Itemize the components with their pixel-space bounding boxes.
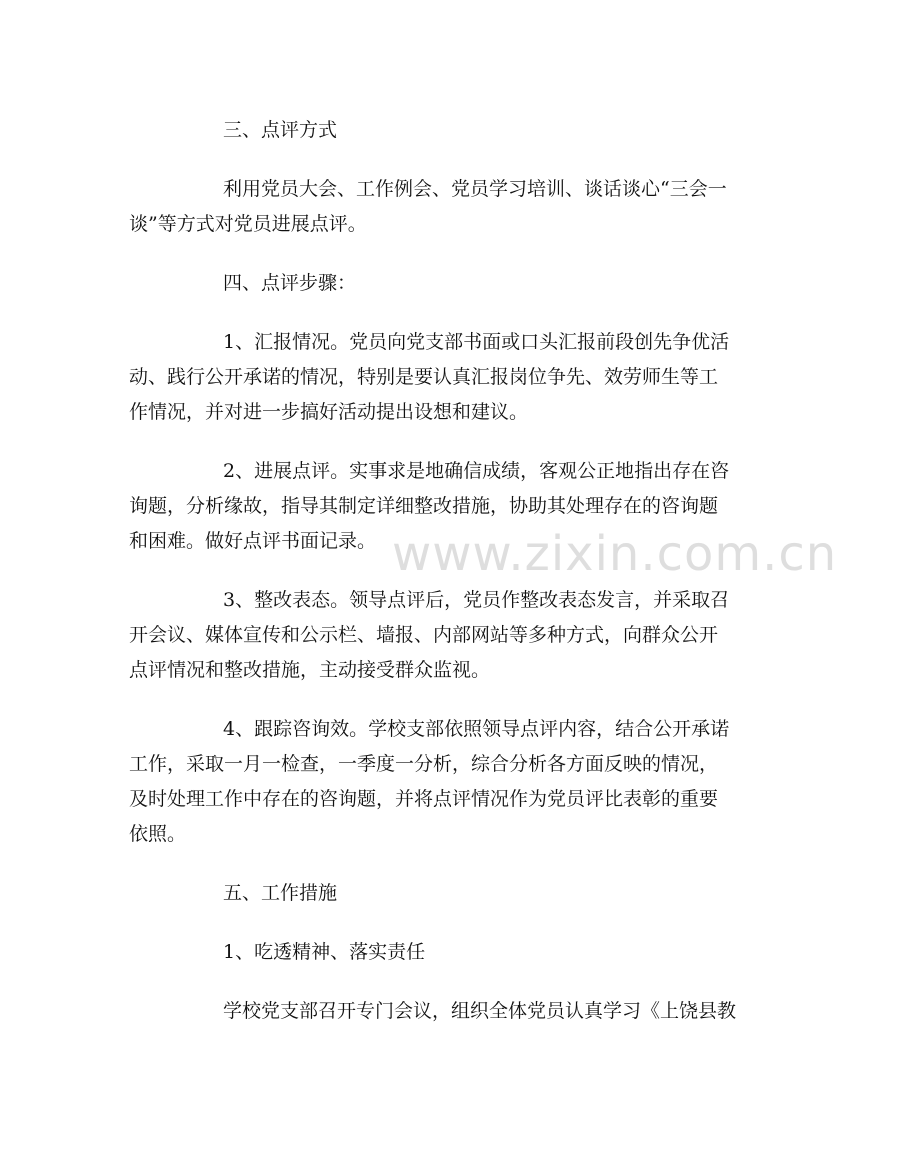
text-line: 点评情况和整改措施，主动接受群众监视。 bbox=[129, 659, 491, 681]
paragraph bbox=[129, 266, 791, 301]
text-line: 1、汇报情况。党员向党支部书面或口头汇报前段创先争优活 bbox=[223, 331, 730, 353]
text-line: 4、跟踪咨询效。学校支部依照领导点评内容，结合公开承诺 bbox=[223, 718, 730, 740]
text-line: 和困难。做好点评书面记录。 bbox=[129, 530, 377, 552]
watermark: www.zixin.com.cn bbox=[392, 526, 838, 582]
text-line: 动、践行公开承诺的情况，特别是要认真汇报岗位争先、效劳师生等工 bbox=[129, 366, 719, 388]
paragraph bbox=[129, 454, 791, 559]
text-line: 依照。 bbox=[129, 823, 187, 845]
text-line: 3、整改表态。领导点评后，党员作整改表态发言，并采取召 bbox=[223, 589, 730, 611]
text-line: 三、点评方式 bbox=[223, 119, 338, 141]
document-body bbox=[129, 113, 791, 1029]
text-line: 谈”等方式对党员进展点评。 bbox=[129, 213, 367, 235]
text-line: 四、点评步骤： bbox=[223, 272, 357, 294]
text-line: 工作，采取一月一检查，一季度一分析，综合分析各方面反映的情况， bbox=[129, 753, 719, 775]
paragraph bbox=[129, 994, 791, 1029]
text-line: 开会议、媒体宣传和公示栏、墙报、内部网站等多种方式，向群众公开 bbox=[129, 624, 719, 646]
text-line: 作情况，并对进一步搞好活动提出设想和建议。 bbox=[129, 401, 529, 423]
paragraph bbox=[129, 172, 791, 242]
text-line: 五、工作措施 bbox=[223, 882, 338, 904]
text-line: 2、进展点评。实事求是地确信成绩，客观公正地指出存在咨 bbox=[223, 460, 730, 482]
paragraph bbox=[129, 876, 791, 911]
text-line: 及时处理工作中存在的咨询题，并将点评情况作为党员评比表彰的重要 bbox=[129, 788, 719, 810]
text-line: 询题，分析缘故，指导其制定详细整改措施，协助其处理存在的咨询题 bbox=[129, 495, 719, 517]
paragraph bbox=[129, 935, 791, 970]
paragraph bbox=[129, 712, 791, 852]
paragraph bbox=[129, 325, 791, 430]
text-line: 学校党支部召开专门会议，组织全体党员认真学习《上饶县教 bbox=[223, 1000, 737, 1022]
text-line: 1、吃透精神、落实责任 bbox=[223, 941, 426, 963]
paragraph bbox=[129, 583, 791, 688]
text-line: 利用党员大会、工作例会、党员学习培训、谈话谈心“三会一 bbox=[223, 178, 727, 200]
paragraph bbox=[129, 113, 791, 148]
